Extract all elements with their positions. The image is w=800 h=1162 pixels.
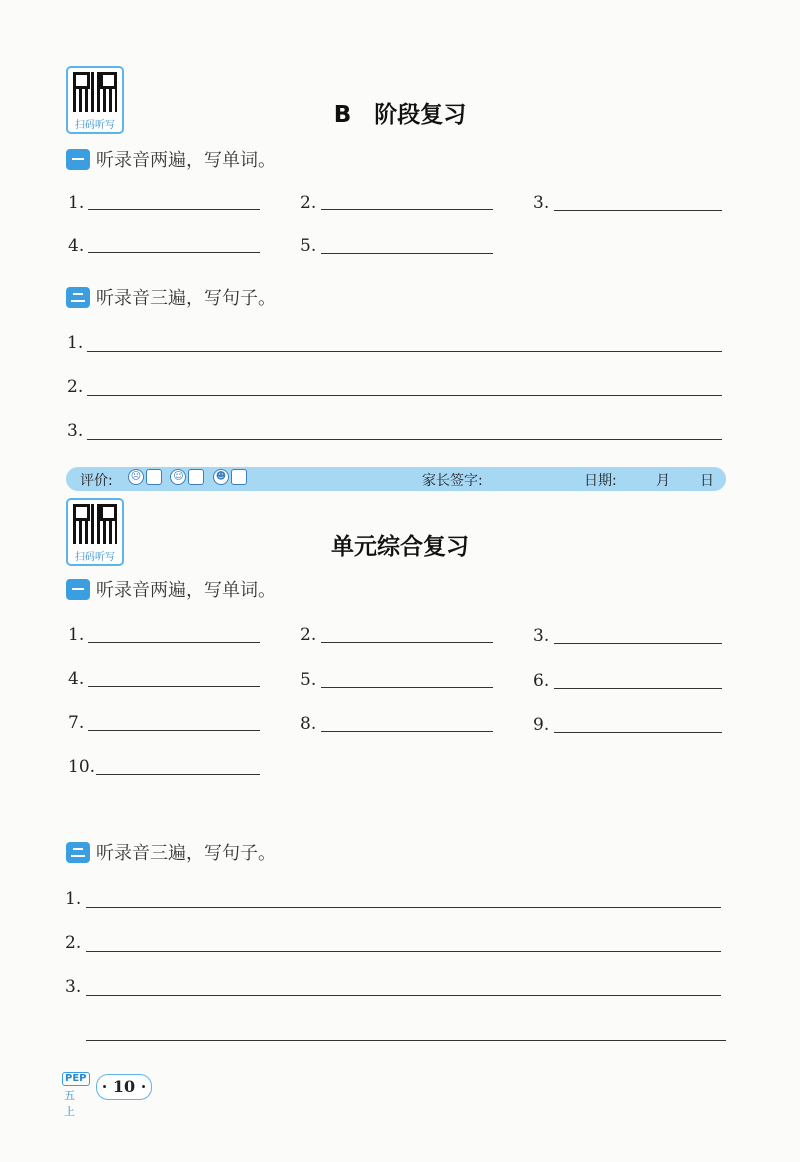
- word-answer-line[interactable]: [554, 643, 722, 644]
- word-number: 7.: [68, 713, 85, 733]
- word-number: 5.: [300, 236, 317, 256]
- word-answer-line[interactable]: [88, 686, 260, 687]
- word-number: 6.: [533, 671, 550, 691]
- word-number: 1.: [68, 625, 85, 645]
- evaluation-bar: [66, 467, 726, 491]
- sentence-answer-line[interactable]: [87, 395, 722, 396]
- part-one-icon: [66, 149, 90, 170]
- word-answer-line[interactable]: [554, 210, 722, 211]
- unit-part2-heading: [66, 839, 276, 865]
- part2-instruction: 听录音三遍，写句子。: [96, 288, 276, 309]
- word-answer-line[interactable]: [96, 774, 260, 775]
- part-one-icon: [66, 579, 90, 600]
- part1-instruction: 听录音两遍，写单词。: [96, 150, 276, 171]
- happy-face-icon: ☻: [213, 469, 229, 485]
- parent-signature-label: 家长签字:: [422, 473, 483, 489]
- part-two-icon: [66, 287, 90, 308]
- sentence-answer-line[interactable]: [86, 951, 721, 952]
- word-number: 8.: [300, 714, 317, 734]
- word-answer-line[interactable]: [554, 732, 722, 733]
- section-b-part2-heading: [66, 284, 276, 310]
- word-answer-line[interactable]: [88, 252, 260, 253]
- word-number: 4.: [68, 236, 85, 256]
- month-label: 月: [656, 473, 670, 489]
- part1-instruction: 听录音两遍，写单词。: [96, 580, 276, 601]
- word-number: 3.: [533, 626, 550, 646]
- sentence-number: 1.: [67, 333, 84, 353]
- page-number: · 10 ·: [96, 1074, 152, 1100]
- sentence-answer-line[interactable]: [86, 1040, 726, 1041]
- sentence-number: 2.: [65, 933, 82, 953]
- word-number: 2.: [300, 625, 317, 645]
- grade-label: 五上: [64, 1089, 75, 1118]
- section-b-part1-heading: [66, 146, 276, 172]
- unit-part1-heading: [66, 576, 276, 602]
- part2-instruction: 听录音三遍，写句子。: [96, 843, 276, 864]
- word-number: 3.: [533, 193, 550, 213]
- sentence-number: 1.: [65, 889, 82, 909]
- word-answer-line[interactable]: [88, 642, 260, 643]
- qr-caption: 扫码听写: [75, 552, 115, 563]
- neutral-face-icon: ☺: [170, 469, 186, 485]
- rating-checkbox[interactable]: [231, 469, 247, 485]
- part-two-icon: [66, 842, 90, 863]
- word-answer-line[interactable]: [321, 731, 493, 732]
- sentence-number: 3.: [65, 977, 82, 997]
- sentence-number: 2.: [67, 377, 84, 397]
- day-label: 日: [700, 473, 714, 489]
- word-number: 4.: [68, 669, 85, 689]
- word-number: 1.: [68, 193, 85, 213]
- sentence-answer-line[interactable]: [86, 907, 721, 908]
- series-badge: PEP: [62, 1072, 90, 1086]
- sentence-answer-line[interactable]: [87, 439, 722, 440]
- word-number: 5.: [300, 670, 317, 690]
- word-answer-line[interactable]: [321, 642, 493, 643]
- qr-caption: 扫码听写: [75, 120, 115, 131]
- evaluation-label: 评价:: [80, 473, 113, 489]
- rating-checkbox[interactable]: [146, 469, 162, 485]
- word-answer-line[interactable]: [321, 209, 493, 210]
- sad-face-icon: ☹: [128, 469, 144, 485]
- sentence-answer-line[interactable]: [87, 351, 722, 352]
- section-b-title: B 阶段复习: [333, 102, 467, 128]
- word-number: 9.: [533, 715, 550, 735]
- sentence-number: 3.: [67, 421, 84, 441]
- date-label: 日期:: [584, 473, 617, 489]
- word-answer-line[interactable]: [554, 688, 722, 689]
- word-answer-line[interactable]: [321, 687, 493, 688]
- word-answer-line[interactable]: [321, 253, 493, 254]
- word-answer-line[interactable]: [88, 209, 260, 210]
- word-number: 10.: [68, 757, 96, 777]
- sentence-answer-line[interactable]: [86, 995, 721, 996]
- word-answer-line[interactable]: [88, 730, 260, 731]
- rating-checkbox[interactable]: [188, 469, 204, 485]
- word-number: 2.: [300, 193, 317, 213]
- unit-review-title: 单元综合复习: [331, 534, 469, 560]
